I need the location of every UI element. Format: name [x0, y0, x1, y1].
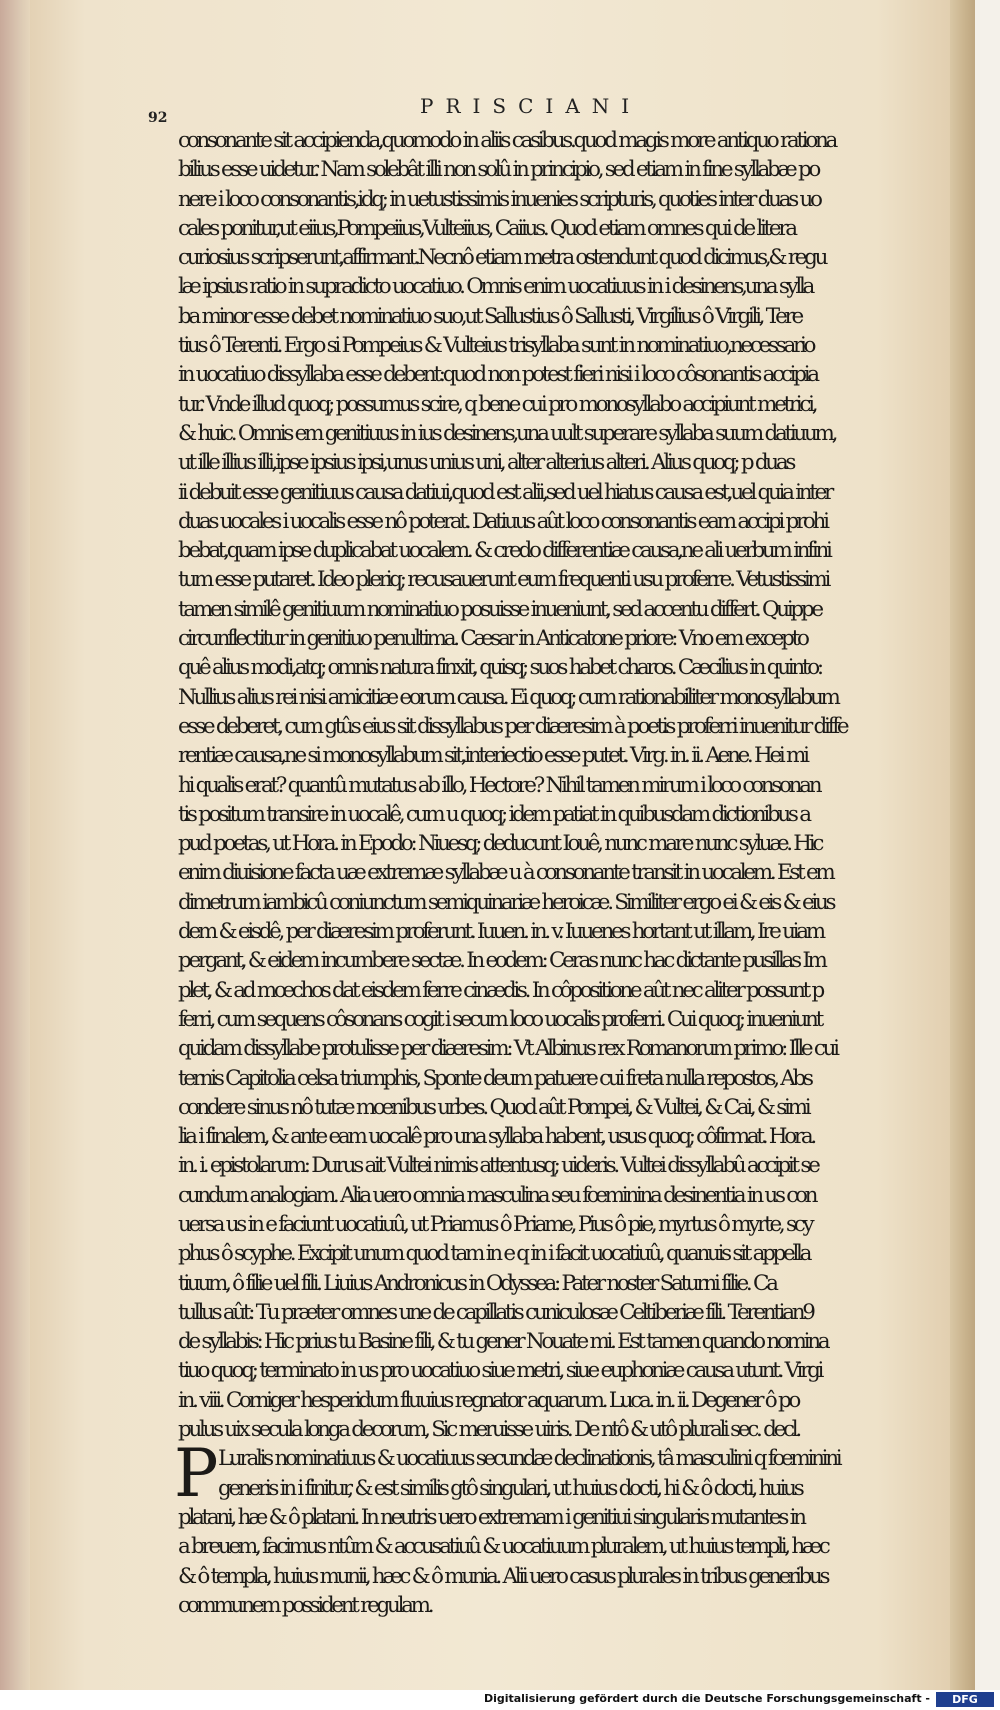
text-line: duas uocales i uocalis esse nô poterat. Datiuus aût loco consonantis eam accipi prohi [178, 508, 827, 534]
text-line: hi qualis erat? quantû mutatus ab illo, Hectore? Nihil tamen mirum i loco consonan [178, 772, 820, 798]
text-line: in. i. epistolarum: Durus ait Vultei nimis attentusq; uideris. Vultei dissyllabû accipit se [178, 1153, 818, 1179]
footer-bar [0, 1690, 1000, 1710]
text-line: Nullius alius rei nisi amicitiæ eorum causa. Ei quoq; cum rationabiliter monosyllabum [178, 684, 838, 710]
text-line: platani, hæ & ô platani. In neutris uero extremam i genitiui singularis mutantes in [178, 1504, 804, 1530]
page-gutter [0, 0, 30, 1690]
text-line: de syllabis: Hic prius tu Basine fili, & tu gener Nouate mi. Est tamen quando nomina [178, 1329, 828, 1355]
text-line: circunflectitur in genitiuo penultima. Cæsar in Anticatone priore: Vno em excepto [178, 626, 807, 652]
text-line: plet, & ad mœchos dat eisdem ferre cinædis. In côpositione aût nec aliter possunt p [178, 977, 822, 1003]
body-text [174, 126, 958, 1620]
text-line: tum esse putaret. Ideo pleriq; recusauerunt eum frequenti usu proferre. Vetustissimi [178, 567, 829, 593]
text-line: tullus aût: Tu præter omnes une de capillatis cuniculosæ Celtiberiæ fili. Terentian9 [178, 1299, 813, 1325]
text-line: lia i finalem, & ante eam uocalê pro una syllaba habent, usus quoq; côfirmat. Hora. [178, 1124, 814, 1150]
text-line: bebat,quam ipse duplicabat uocalem. & credo differentiæ causa,ne ali uerbum infini [178, 538, 830, 564]
text-line: condere sinus nô tutæ mœnibus urbes. Quod aût Pompei, & Vultei, & Cai, & simi [178, 1094, 809, 1120]
text-line: tis positum transire in uocalê, cum u quoq; idem patiat in quibusdam dictionibus a [178, 801, 809, 827]
text-line: læ ipsius ratio in supradicto uocatiuo. Omnis enim uocatiuus in i desinens,una sylla [178, 274, 813, 300]
text-line: Luralis nominatiuus & uocatiuus secundæ declinationis, tâ masculini q fœminini [218, 1446, 840, 1472]
text-line: esse deberet, cum gtûs eius sit dissyllabus per diæresim à poetis proferri inuenitur diffe [178, 713, 847, 739]
text-line: enim diuisione facta uæ extremæ syllabæ u à consonante transit in uocalem. Est em [178, 860, 833, 886]
running-head: PRISCIANI [420, 94, 642, 118]
text-line: dem & eisdê, per diæresim proferunt. Iuuen. in. v. Iuuenes hortant ut illam, Ire uiam [178, 919, 823, 945]
text-line: rentiæ causa,ne si monosyllabum sit,interiectio esse putet. Virg. in. ii. Aene. Hei mi [178, 743, 807, 769]
text-line: quê alius modi,atq; omnis natura finxit, quisq; suos habet charos. Cæcilius in quinto: [178, 655, 821, 681]
text-line: & huic. Omnis em genitiuus in ius desinens,una uult superare syllaba suum datiuum, [178, 420, 836, 446]
text-line: tius ô Terenti. Ergo si Pompeius & Vulteius trisyllaba sunt in nominatiuo,necessario [178, 333, 814, 359]
text-line: a breuem, facimus ntûm & accusatiuû & uocatiuum pluralem, ut huius templi, hæc [178, 1534, 828, 1560]
text-line: quidam dissyllabe protulisse per diæresim: Vt Albinus rex Romanorum primo: Ille cui [178, 1036, 837, 1062]
funding-credit: Digitalisierung gefördert durch die Deutsche Forschungsgemeinschaft - [483, 1692, 930, 1705]
text-line: in. viii. Corniger hesperidum fluuius regnator aquarum. Luca. in. ii. Degener ô po [178, 1387, 799, 1413]
text-line: phus ô scyphe. Excipit unum quod tam in e q in i facit uocatiuû, quanuis sit appella [178, 1241, 810, 1267]
text-line: tur. Vnde illud quoq; possumus scire, q bene cui pro monosyllabo accipiunt metrici, [178, 391, 816, 417]
text-line: ternis Capitolia celsa triumphis, Sponte deum patuere cui freta nulla repostos, Abs [178, 1065, 811, 1091]
text-line: nere i loco consonantis,idq; in uetustissimis inuenies scripturis, quoties inter duas uo [178, 186, 820, 212]
text-line: ferri, cum sequens côsonans cogit i secum loco uocalis proferri. Cui quoq; inueniunt [178, 1006, 821, 1032]
text-line: tamen similê genitiuum nominatiuo posuisse inueniunt, sed accentu differt. Quippe [178, 596, 821, 622]
text-line: pud poetas, ut Hora. in Epodo: Niuesq; deducunt Iouê, nunc mare nunc syluæ. Hic [178, 831, 822, 857]
text-line: pulus uix secula longa decorum, Sic meruisse uiris. De ntô & utô plurali sec. decl. [178, 1417, 799, 1443]
text-line: tiuo quoq; terminato in us pro uocatiuo siue metri, siue euphoniæ causa utunt. Virgi [178, 1358, 822, 1384]
text-line: dimetrum iambicû coniunctum semiquinariæ heroicæ. Similiter ergo ei & eis & eius [178, 889, 834, 915]
text-line: bilius esse uidetur. Nam solebât illi non solû in principio, sed etiam in fine syllabæ po [178, 157, 819, 183]
text-line: tiuum, ô filie uel fili. Liuius Andronicus in Odyssea: Pater noster Saturni filie. Ca [178, 1270, 776, 1296]
text-line: & ô templa, huius munii, hæc & ô munia. Alii uero casus plurales in tribus generibus [178, 1563, 828, 1589]
folio-number: 92 [148, 110, 168, 126]
text-line: cundum analogiam. Alia uero omnia masculina seu fœminina desinentia in us con [178, 1182, 816, 1208]
text-line: ut ille illius illi,ipse ipsius ipsi,unus unius uni, alter alterius alteri. Alius quoq; p duas [178, 450, 794, 476]
text-line: uersa us in e faciunt uocatiuû, ut Priamus ô Priame, Pius ô pie, myrtus ô myrte, scy [178, 1211, 812, 1237]
text-line: consonante sit accipienda,quomodo in aliis casibus.quod magis more antiquo rationa [178, 128, 836, 153]
paragraph [174, 1435, 958, 1620]
text-line: cales ponitur,ut eiius,Pompeiius,Vulteiius, Caiius. Quod etiam omnes qui de litera [178, 215, 795, 241]
text-line: generis in i finitur, & est similis gtô singulari, ut huius docti, hi & ô docti, huius [218, 1475, 802, 1501]
text-line: ii debuit esse genitiuus causa datiui,quod est alii,sed uel hiatus causa est,uel quia inter [178, 479, 832, 505]
text-line: ba minor esse debet nominatiuo suo,ut Sallustius ô Sallusti, Virgilius ô Virgili, Tere [178, 303, 801, 329]
text-line: communem possident regulam. [178, 1592, 432, 1618]
text-line: pergant, & eidem incumbere sectæ. In eodem: Ceras nunc hac dictante pusillas Im [178, 948, 825, 974]
text-line: in uocatiuo dissyllaba esse debent:quod non potest fieri nisi i loco côsonantis accipia [178, 362, 817, 388]
dfg-logo: DFG [936, 1692, 994, 1707]
drop-capital: P [174, 1435, 219, 1513]
text-line: curiosius scripserunt,affirmant.Necnô etiam metra ostendunt quod dicimus,& regu [178, 245, 826, 271]
